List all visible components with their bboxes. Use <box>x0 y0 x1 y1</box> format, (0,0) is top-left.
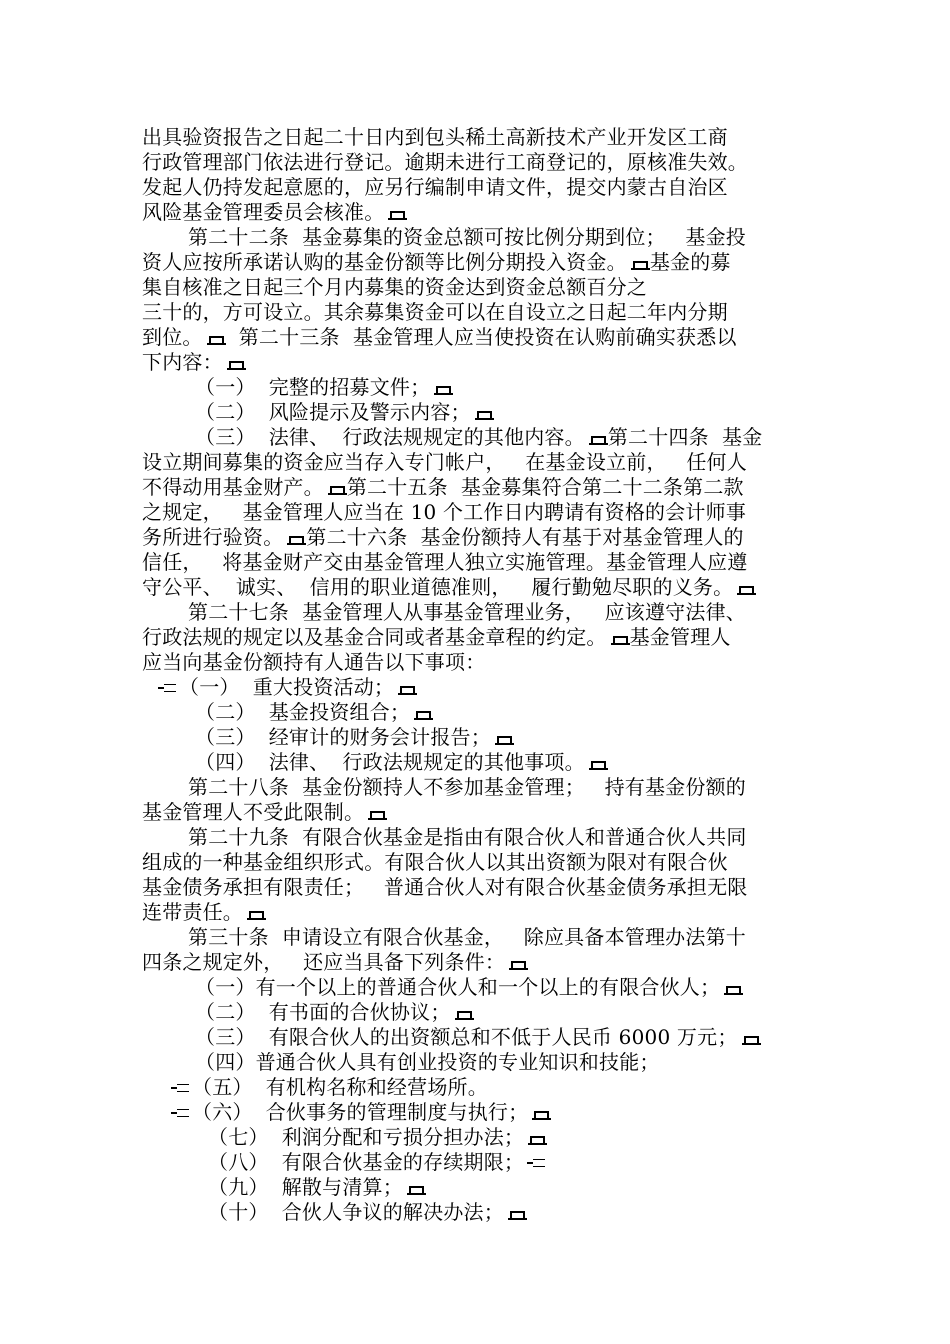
list-item: （六） 合伙事务的管理制度与执行； <box>168 1100 551 1124</box>
list-item: （二） 有书面的合伙协议； <box>195 1000 474 1024</box>
paragraph-mark-icon <box>724 985 743 995</box>
text-line: 第二十八条 基金份额持人不参加基金管理； 持有基金份额的 <box>188 775 746 799</box>
list-item: （九） 解散与清算； <box>208 1175 426 1199</box>
text-line: 发起人仍持发起意愿的，应另行编制申请文件，提交内蒙古自治区 <box>142 175 728 199</box>
list-item: （二） 基金投资组合； <box>195 700 433 724</box>
paragraph-mark-icon <box>631 260 650 270</box>
tab-mark-icon <box>171 1108 189 1118</box>
paragraph-mark-icon <box>414 710 433 720</box>
tab-mark-icon <box>158 683 176 693</box>
paragraph-mark-icon <box>207 335 226 345</box>
text-line: 资人应按所承诺认购的基金份额等比例分期投入资金。 基金的募 <box>142 250 731 274</box>
paragraph-mark-icon <box>528 1135 547 1145</box>
list-item: （五） 有机构名称和经营场所。 <box>168 1075 488 1099</box>
text-line: 出具验资报告之日起二十日内到包头稀土高新技术产业开发区工商 <box>142 125 728 149</box>
text-line: 到位。 第二十三条 基金管理人应当使投资在认购前确实获悉以 <box>142 325 737 349</box>
list-item: （四）普通合伙人具有创业投资的专业知识和技能； <box>195 1050 660 1074</box>
paragraph-mark-icon <box>495 735 514 745</box>
tab-mark-icon <box>527 1158 545 1168</box>
paragraph-mark-icon <box>407 1185 426 1195</box>
list-item: （三） 法律、 行政法规规定的其他内容。 第二十四条 基金 <box>195 425 763 449</box>
text-line: 应当向基金份额持有人通告以下事项： <box>142 650 486 674</box>
text-line: 务所进行验资。 第二十六条 基金份额持人有基于对基金管理人的 <box>142 525 744 549</box>
text-line: 连带责任。 <box>142 900 266 924</box>
text-line: 第二十二条 基金募集的资金总额可按比例分期到位； 基金投 <box>188 225 746 249</box>
list-item: （十） 合伙人争议的解决办法； <box>208 1200 527 1224</box>
text-line: 之规定， 基金管理人应当在 10 个工作日内聘请有资格的会计师事 <box>142 500 747 524</box>
text-line: 下内容： <box>142 350 246 374</box>
list-item: （一） 重大投资活动； <box>155 675 417 699</box>
paragraph-mark-icon <box>368 810 387 820</box>
text-line: 信任， 将基金财产交由基金管理人独立实施管理。基金管理人应遵 <box>142 550 748 574</box>
paragraph-mark-icon <box>611 635 630 645</box>
paragraph-mark-icon <box>328 485 347 495</box>
list-item: （一） 完整的招募文件； <box>195 375 453 399</box>
paragraph-mark-icon <box>509 960 528 970</box>
paragraph-mark-icon <box>508 1210 527 1220</box>
paragraph-mark-icon <box>287 535 306 545</box>
list-item: （二） 风险提示及警示内容； <box>195 400 494 424</box>
paragraph-mark-icon <box>434 385 453 395</box>
text-line: 风险基金管理委员会核准。 <box>142 200 407 224</box>
text-line: 基金管理人不受此限制。 <box>142 800 387 824</box>
text-line: 第二十七条 基金管理人从事基金管理业务， 应该遵守法律、 <box>188 600 746 624</box>
text-line: 守公平、 诚实、 信用的职业道德准则， 履行勤勉尽职的义务。 <box>142 575 756 599</box>
paragraph-mark-icon <box>247 910 266 920</box>
text-line: 行政法规的规定以及基金合同或者基金章程的约定。 基金管理人 <box>142 625 731 649</box>
paragraph-mark-icon <box>737 585 756 595</box>
text-line: 基金债务承担有限责任； 普通合伙人对有限合伙基金债务承担无限 <box>142 875 748 899</box>
list-item: （三） 经审计的财务会计报告； <box>195 725 514 749</box>
tab-mark-icon <box>171 1083 189 1093</box>
list-item: （三） 有限合伙人的出资额总和不低于人民币 6000 万元； <box>195 1025 761 1049</box>
paragraph-mark-icon <box>227 360 246 370</box>
text-line: 不得动用基金财产。 第二十五条 基金募集符合第二十二条第二款 <box>142 475 744 499</box>
text-line: 行政管理部门依法进行登记。逾期未进行工商登记的，原核准失效。 <box>142 150 748 174</box>
text-line: 四条之规定外， 还应当具备下列条件： <box>142 950 528 974</box>
list-item: （一）有一个以上的普通合伙人和一个以上的有限合伙人； <box>195 975 743 999</box>
text-line: 组成的一种基金组织形式。有限合伙人以其出资额为限对有限合伙 <box>142 850 728 874</box>
paragraph-mark-icon <box>475 410 494 420</box>
paragraph-mark-icon <box>589 435 608 445</box>
list-item: （八） 有限合伙基金的存续期限； <box>208 1150 548 1174</box>
paragraph-mark-icon <box>742 1035 761 1045</box>
list-item: （七） 利润分配和亏损分担办法； <box>208 1125 547 1149</box>
paragraph-mark-icon <box>589 760 608 770</box>
paragraph-mark-icon <box>455 1010 474 1020</box>
text-line: 第三十条 申请设立有限合伙基金， 除应具备本管理办法第十 <box>188 925 746 949</box>
text-line: 第二十九条 有限合伙基金是指由有限合伙人和普通合伙人共同 <box>188 825 747 849</box>
paragraph-mark-icon <box>388 210 407 220</box>
list-item: （四） 法律、 行政法规规定的其他事项。 <box>195 750 608 774</box>
text-line: 集自核准之日起三个月内募集的资金达到资金总额百分之 <box>142 275 647 299</box>
text-line: 设立期间募集的资金应当存入专门帐户， 在基金设立前， 任何人 <box>142 450 747 474</box>
paragraph-mark-icon <box>532 1110 551 1120</box>
paragraph-mark-icon <box>398 685 417 695</box>
text-line: 三十的，方可设立。其余募集资金可以在自设立之日起二年内分期 <box>142 300 728 324</box>
